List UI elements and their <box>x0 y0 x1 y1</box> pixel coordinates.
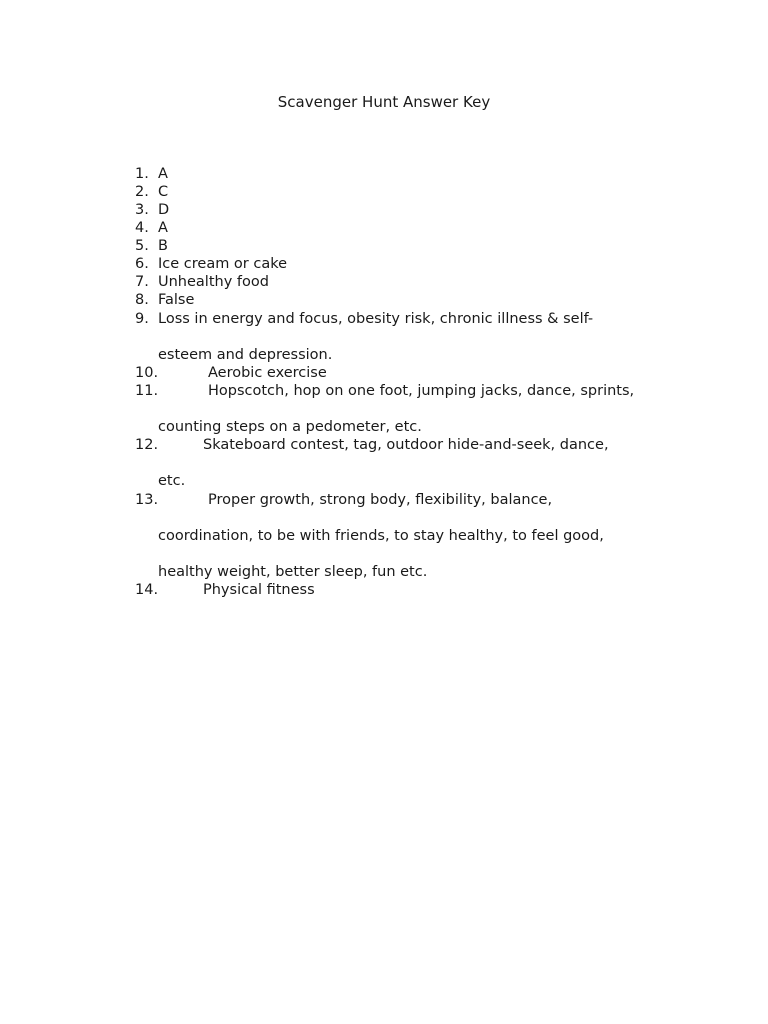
answer-number: 1. <box>135 166 149 182</box>
answer-continuation: coordination, to be with friends, to stay healthy, to feel good, <box>158 528 604 544</box>
answer-number: 10. <box>135 365 159 381</box>
answer-text: A <box>158 166 168 182</box>
answer-number: 2. <box>135 184 149 200</box>
answer-text: Loss in energy and focus, obesity risk, chronic illness & self- <box>158 311 594 327</box>
answer-number: 3. <box>135 202 149 218</box>
answer-number: 4. <box>135 220 149 236</box>
answer-number: 6. <box>135 256 149 272</box>
answer-text: Physical fitness <box>203 582 315 598</box>
answer-text: Aerobic exercise <box>208 365 327 381</box>
answer-text: D <box>158 202 170 218</box>
answer-number: 13. <box>135 492 159 508</box>
answer-text: Ice cream or cake <box>158 256 288 272</box>
answer-number: 9. <box>135 311 149 327</box>
answer-continuation: esteem and depression. <box>158 347 333 363</box>
answer-number: 12. <box>135 437 159 453</box>
answer-text: B <box>158 238 168 254</box>
answer-text: Skateboard contest, tag, outdoor hide-and-seek, dance, <box>203 437 609 453</box>
answer-text: A <box>158 220 168 236</box>
answer-text: Hopscotch, hop on one foot, jumping jacks, dance, sprints, <box>208 383 635 399</box>
answer-text: Proper growth, strong body, flexibility, balance, <box>208 492 553 508</box>
answer-text: False <box>158 292 195 308</box>
answer-continuation: etc. <box>158 473 186 489</box>
answer-number: 14. <box>135 582 159 598</box>
answer-number: 8. <box>135 292 149 308</box>
answer-number: 5. <box>135 238 149 254</box>
answer-continuation: healthy weight, better sleep, fun etc. <box>158 564 428 580</box>
answer-text: Unhealthy food <box>158 274 269 290</box>
answer-number: 7. <box>135 274 149 290</box>
answer-text: C <box>158 184 169 200</box>
answer-number: 11. <box>135 383 159 399</box>
document-title: Scavenger Hunt Answer Key <box>277 93 491 111</box>
answer-continuation: counting steps on a pedometer, etc. <box>158 419 422 435</box>
